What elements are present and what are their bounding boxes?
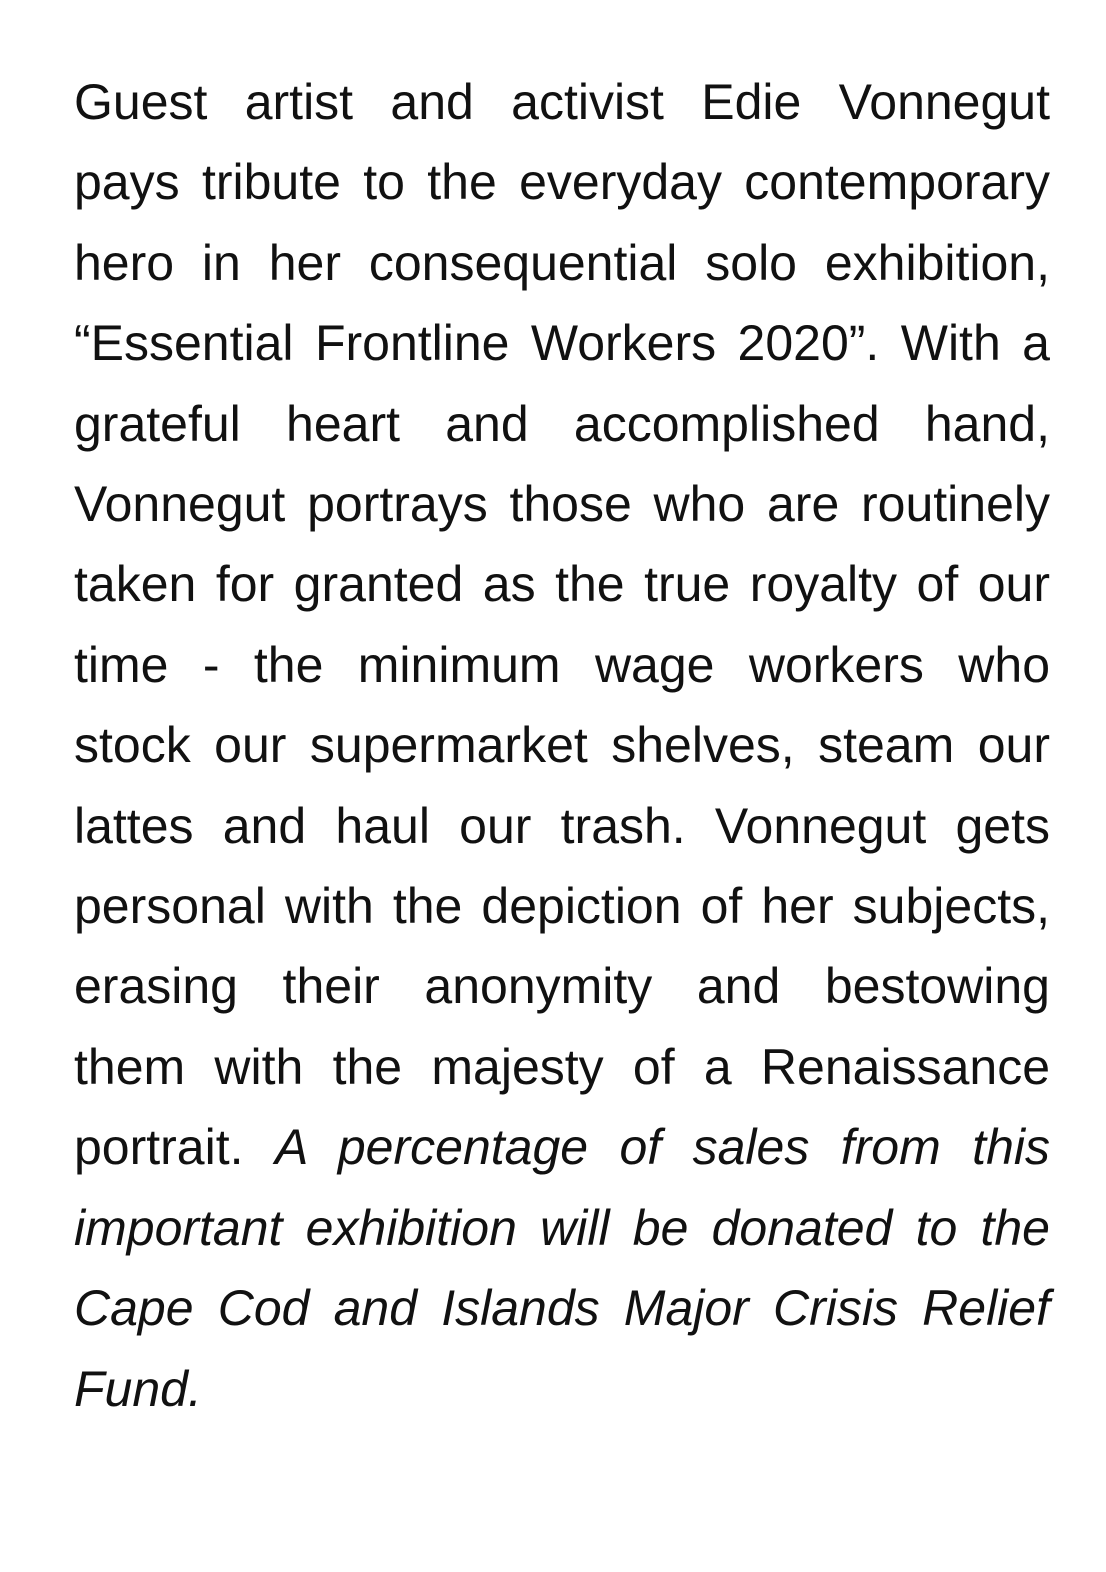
donation-note: A percentage of sales from this important exhibition will be donated to the Cape Cod and Islands Major Crisis Relief Fund. bbox=[74, 1119, 1050, 1417]
exhibition-description bbox=[74, 62, 1050, 1429]
description-main-text: Guest artist and activist Edie Vonnegut pays tribute to the everyday contemporary hero in her consequential solo exhibition, “Essential Frontline Workers 2020”. With a grateful heart and accomplished hand, Vonnegut portrays those who are routinely taken for granted as the true royalty of our time - the minimum wage workers who stock our supermarket shelves, steam our lattes and haul our trash. Vonnegut gets personal with the depiction of her subjects, erasing their anonymity and bestowing them with the majesty of a Renaissance portrait. bbox=[74, 74, 1050, 1176]
